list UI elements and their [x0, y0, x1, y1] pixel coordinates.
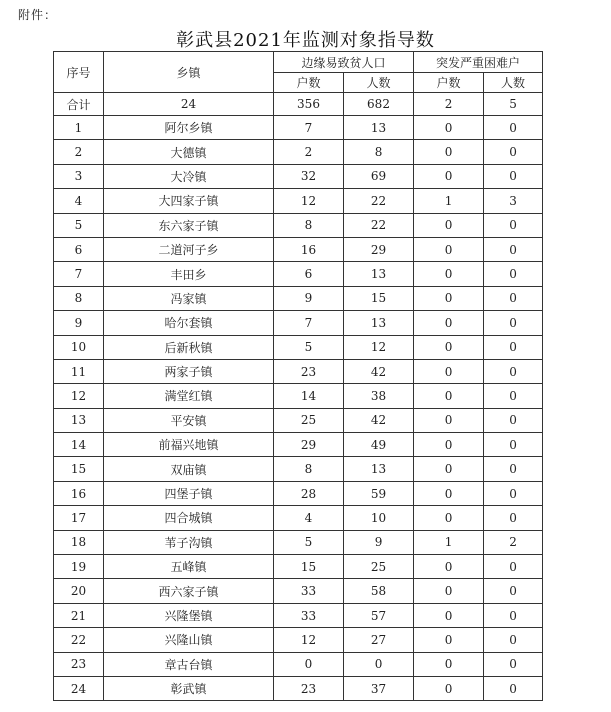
- cell-households-2: 1: [414, 189, 484, 213]
- cell-town: 章古台镇: [104, 652, 274, 676]
- cell-households-1: 2: [274, 140, 344, 164]
- cell-town: 阿尔乡镇: [104, 116, 274, 140]
- cell-town: 兴隆堡镇: [104, 603, 274, 627]
- table-row: [54, 335, 543, 359]
- cell-seq: 17: [54, 506, 104, 530]
- table-row: [54, 286, 543, 310]
- cell-people-1: 0: [344, 652, 414, 676]
- header-group-marginal-poverty: 边缘易致贫人口: [274, 52, 414, 73]
- cell-seq: 1: [54, 116, 104, 140]
- cell-people-2: 0: [484, 603, 543, 627]
- cell-seq: 11: [54, 359, 104, 383]
- cell-people-1: 13: [344, 262, 414, 286]
- cell-people-1: 29: [344, 237, 414, 261]
- cell-people-2: 0: [484, 262, 543, 286]
- cell-town: 前福兴地镇: [104, 433, 274, 457]
- cell-people-1: 13: [344, 457, 414, 481]
- cell-town: 四合城镇: [104, 506, 274, 530]
- cell-seq: 5: [54, 213, 104, 237]
- cell-people-1: 22: [344, 189, 414, 213]
- total-people-2: 5: [484, 93, 543, 116]
- cell-town: 双庙镇: [104, 457, 274, 481]
- cell-households-2: 0: [414, 237, 484, 261]
- cell-households-1: 23: [274, 359, 344, 383]
- total-households-1: 356: [274, 93, 344, 116]
- total-count: 24: [104, 93, 274, 116]
- cell-town: 后新秋镇: [104, 335, 274, 359]
- table-row: [54, 652, 543, 676]
- cell-households-1: 32: [274, 164, 344, 188]
- cell-households-2: 1: [414, 530, 484, 554]
- cell-people-2: 0: [484, 286, 543, 310]
- cell-households-1: 12: [274, 628, 344, 652]
- cell-households-2: 0: [414, 262, 484, 286]
- table-row: [54, 213, 543, 237]
- cell-town: 冯家镇: [104, 286, 274, 310]
- cell-households-1: 29: [274, 433, 344, 457]
- cell-town: 彰武镇: [104, 676, 274, 700]
- cell-households-2: 0: [414, 433, 484, 457]
- table-row: [54, 262, 543, 286]
- table-row: [54, 164, 543, 188]
- cell-town: 兴隆山镇: [104, 628, 274, 652]
- table-row: [54, 603, 543, 627]
- attachment-label: 附件：: [18, 8, 58, 22]
- cell-households-2: 0: [414, 481, 484, 505]
- cell-people-2: 0: [484, 457, 543, 481]
- cell-people-2: 0: [484, 555, 543, 579]
- total-label: 合计: [54, 93, 104, 116]
- cell-seq: 19: [54, 555, 104, 579]
- cell-town: 大冷镇: [104, 164, 274, 188]
- cell-households-1: 4: [274, 506, 344, 530]
- header-people-1: 人数: [344, 73, 414, 93]
- cell-households-1: 5: [274, 335, 344, 359]
- cell-people-1: 22: [344, 213, 414, 237]
- cell-people-2: 0: [484, 433, 543, 457]
- cell-people-2: 0: [484, 579, 543, 603]
- table-row: [54, 311, 543, 335]
- total-row: [54, 93, 543, 116]
- cell-households-2: 0: [414, 164, 484, 188]
- cell-people-1: 10: [344, 506, 414, 530]
- cell-town: 二道河子乡: [104, 237, 274, 261]
- table-row: [54, 433, 543, 457]
- cell-people-1: 13: [344, 116, 414, 140]
- table-row: [54, 555, 543, 579]
- cell-households-2: 0: [414, 335, 484, 359]
- cell-people-2: 0: [484, 628, 543, 652]
- cell-households-1: 6: [274, 262, 344, 286]
- cell-people-1: 57: [344, 603, 414, 627]
- cell-people-1: 8: [344, 140, 414, 164]
- cell-people-1: 25: [344, 555, 414, 579]
- cell-households-1: 14: [274, 384, 344, 408]
- cell-households-1: 25: [274, 408, 344, 432]
- cell-people-1: 59: [344, 481, 414, 505]
- cell-households-2: 0: [414, 140, 484, 164]
- cell-seq: 6: [54, 237, 104, 261]
- cell-households-2: 0: [414, 359, 484, 383]
- cell-people-1: 42: [344, 408, 414, 432]
- cell-households-2: 0: [414, 213, 484, 237]
- cell-households-2: 0: [414, 652, 484, 676]
- cell-people-1: 37: [344, 676, 414, 700]
- cell-town: 大四家子镇: [104, 189, 274, 213]
- cell-town: 东六家子镇: [104, 213, 274, 237]
- cell-people-2: 0: [484, 335, 543, 359]
- cell-people-1: 58: [344, 579, 414, 603]
- cell-people-1: 9: [344, 530, 414, 554]
- cell-seq: 3: [54, 164, 104, 188]
- table-row: [54, 530, 543, 554]
- table-row: [54, 359, 543, 383]
- table-row: [54, 457, 543, 481]
- cell-households-1: 23: [274, 676, 344, 700]
- table-row: [54, 481, 543, 505]
- cell-households-1: 0: [274, 652, 344, 676]
- table-row: [54, 506, 543, 530]
- cell-seq: 22: [54, 628, 104, 652]
- cell-households-2: 0: [414, 311, 484, 335]
- cell-people-1: 42: [344, 359, 414, 383]
- cell-people-2: 0: [484, 116, 543, 140]
- cell-seq: 13: [54, 408, 104, 432]
- cell-households-1: 33: [274, 579, 344, 603]
- total-households-2: 2: [414, 93, 484, 116]
- cell-people-2: 3: [484, 189, 543, 213]
- cell-people-1: 38: [344, 384, 414, 408]
- cell-seq: 21: [54, 603, 104, 627]
- cell-people-2: 0: [484, 237, 543, 261]
- cell-households-1: 16: [274, 237, 344, 261]
- cell-people-2: 2: [484, 530, 543, 554]
- cell-households-2: 0: [414, 555, 484, 579]
- cell-households-1: 33: [274, 603, 344, 627]
- cell-seq: 12: [54, 384, 104, 408]
- cell-town: 四堡子镇: [104, 481, 274, 505]
- header-people-2: 人数: [484, 73, 543, 93]
- cell-people-2: 0: [484, 506, 543, 530]
- cell-town: 两家子镇: [104, 359, 274, 383]
- cell-people-2: 0: [484, 213, 543, 237]
- cell-town: 西六家子镇: [104, 579, 274, 603]
- cell-households-2: 0: [414, 628, 484, 652]
- cell-households-2: 0: [414, 579, 484, 603]
- cell-households-1: 7: [274, 116, 344, 140]
- cell-households-1: 7: [274, 311, 344, 335]
- cell-seq: 10: [54, 335, 104, 359]
- monitoring-table: [53, 51, 543, 701]
- cell-seq: 8: [54, 286, 104, 310]
- header-group-sudden-hardship: 突发严重困难户: [414, 52, 543, 73]
- total-people-1: 682: [344, 93, 414, 116]
- cell-households-2: 0: [414, 457, 484, 481]
- table-row: [54, 628, 543, 652]
- cell-town: 丰田乡: [104, 262, 274, 286]
- cell-seq: 9: [54, 311, 104, 335]
- cell-people-1: 12: [344, 335, 414, 359]
- cell-households-1: 12: [274, 189, 344, 213]
- cell-people-1: 13: [344, 311, 414, 335]
- table-row: [54, 140, 543, 164]
- header-households-2: 户数: [414, 73, 484, 93]
- cell-people-2: 0: [484, 311, 543, 335]
- cell-households-1: 8: [274, 213, 344, 237]
- table-row: [54, 408, 543, 432]
- cell-people-2: 0: [484, 652, 543, 676]
- cell-seq: 20: [54, 579, 104, 603]
- cell-people-1: 49: [344, 433, 414, 457]
- cell-people-2: 0: [484, 481, 543, 505]
- cell-seq: 16: [54, 481, 104, 505]
- table-row: [54, 579, 543, 603]
- cell-seq: 7: [54, 262, 104, 286]
- cell-town: 五峰镇: [104, 555, 274, 579]
- cell-seq: 23: [54, 652, 104, 676]
- cell-households-1: 9: [274, 286, 344, 310]
- cell-seq: 4: [54, 189, 104, 213]
- cell-households-1: 15: [274, 555, 344, 579]
- cell-seq: 14: [54, 433, 104, 457]
- header-town: 乡镇: [104, 52, 274, 93]
- page-title: 彰武县2021年监测对象指导数: [176, 30, 435, 51]
- cell-town: 满堂红镇: [104, 384, 274, 408]
- cell-households-2: 0: [414, 384, 484, 408]
- cell-people-1: 15: [344, 286, 414, 310]
- cell-town: 苇子沟镇: [104, 530, 274, 554]
- cell-people-2: 0: [484, 676, 543, 700]
- cell-people-2: 0: [484, 140, 543, 164]
- cell-seq: 2: [54, 140, 104, 164]
- cell-households-2: 0: [414, 676, 484, 700]
- cell-seq: 24: [54, 676, 104, 700]
- cell-people-2: 0: [484, 408, 543, 432]
- cell-people-2: 0: [484, 164, 543, 188]
- cell-households-2: 0: [414, 286, 484, 310]
- header-row: [54, 52, 543, 73]
- cell-households-1: 8: [274, 457, 344, 481]
- cell-people-2: 0: [484, 384, 543, 408]
- cell-households-2: 0: [414, 603, 484, 627]
- cell-seq: 18: [54, 530, 104, 554]
- table-row: [54, 384, 543, 408]
- table-row: [54, 237, 543, 261]
- table-row: [54, 189, 543, 213]
- cell-households-2: 0: [414, 506, 484, 530]
- cell-households-1: 28: [274, 481, 344, 505]
- header-seq: 序号: [54, 52, 104, 93]
- cell-town: 哈尔套镇: [104, 311, 274, 335]
- cell-households-2: 0: [414, 408, 484, 432]
- cell-seq: 15: [54, 457, 104, 481]
- table-row: [54, 116, 543, 140]
- cell-households-2: 0: [414, 116, 484, 140]
- cell-households-1: 5: [274, 530, 344, 554]
- cell-people-1: 27: [344, 628, 414, 652]
- header-households-1: 户数: [274, 73, 344, 93]
- cell-people-1: 69: [344, 164, 414, 188]
- cell-people-2: 0: [484, 359, 543, 383]
- cell-town: 大德镇: [104, 140, 274, 164]
- cell-town: 平安镇: [104, 408, 274, 432]
- table-row: [54, 676, 543, 700]
